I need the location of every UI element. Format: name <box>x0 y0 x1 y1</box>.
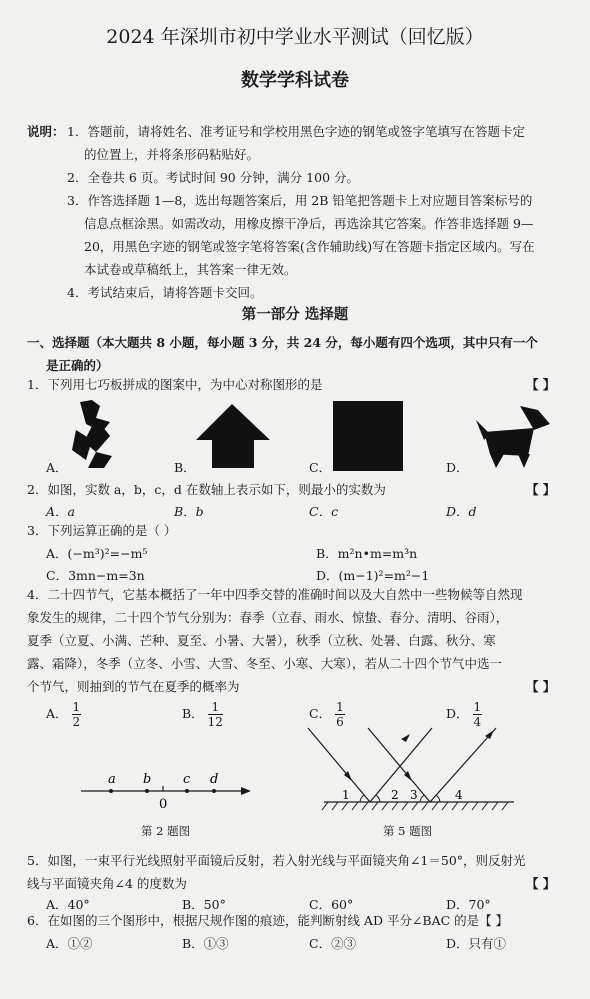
numerator: 1 <box>72 700 81 714</box>
q3-option-b[interactable]: B．m²n•m=m³n <box>316 546 418 561</box>
tangram-dog <box>476 406 550 468</box>
q1-tangram-figures <box>0 396 590 476</box>
numerator: 1 <box>473 700 482 714</box>
q6-option-d[interactable]: D．只有① <box>446 936 507 951</box>
q6-option-c[interactable]: C．②③ <box>309 936 357 951</box>
instruction-line: 4．考试结束后，请将答题卡交回。 <box>67 285 263 300</box>
part-heading: 第一部分 选择题 <box>241 306 349 323</box>
question-4-line: 4．二十四节气，它基本概括了一年中四季交替的准确时间以及大自然中一些物候等自然现 <box>27 587 523 602</box>
q6-option-a[interactable]: A．①② <box>46 936 93 951</box>
instruction-line: 3．作答选择题 1—8，选出每题答案后，用 2B 铅笔把答题卡上对应题目答案标号的 <box>67 193 533 208</box>
page-title: 2024 年深圳市初中学业水平测试（回忆版） <box>106 26 484 48</box>
mirror-reflection-figure <box>300 724 520 816</box>
q2-option-b[interactable]: B．b <box>174 504 204 519</box>
number-line-figure <box>75 760 265 820</box>
label-a: a <box>108 772 116 787</box>
tangram-rabbit <box>72 400 112 468</box>
q2-option-d[interactable]: D．d <box>446 504 477 519</box>
question-2-text: 2．如图，实数 a，b，c，d 在数轴上表示如下，则最小的实数为 <box>27 482 386 497</box>
q4-option-a[interactable] <box>46 700 81 729</box>
numerator: 1 <box>208 700 223 715</box>
q4-option-b[interactable] <box>182 700 223 729</box>
figure-2-caption: 第 2 题图 <box>141 824 191 838</box>
answer-bracket: 【 】 <box>526 679 556 694</box>
q3-option-c[interactable]: C．3mn−m=3n <box>46 568 145 583</box>
q1-option-c[interactable]: C． <box>309 460 332 475</box>
mirror-hatching <box>322 802 508 810</box>
question-3-text: 3．下列运算正确的是（ ） <box>27 523 177 538</box>
tangram-square <box>333 401 403 471</box>
denominator: 6 <box>336 715 344 729</box>
fraction <box>208 700 223 729</box>
instruction-line: 本试卷或草稿纸上，其答案一律无效。 <box>84 262 297 277</box>
label-zero: 0 <box>159 797 168 812</box>
q2-option-a[interactable]: A．a <box>46 504 75 519</box>
label-b: b <box>143 772 152 787</box>
question-4-line: 象发生的规律，二十四个节气分别为：春季（立春、雨水、惊蛰、春分、清明、谷雨）， <box>27 610 509 625</box>
page-subtitle: 数学学科试卷 <box>241 70 349 91</box>
option-label: C． <box>309 706 332 721</box>
instruction-line: 的位置上，并将条形码粘贴好。 <box>84 147 260 162</box>
q5-option-a[interactable]: A．40° <box>46 897 90 912</box>
question-1-text: 1．下列用七巧板拼成的图案中，为中心对称图形的是 <box>27 377 323 392</box>
question-6-text: 6．在如图的三个图形中，根据尺规作图的痕迹，能判断射线 AD 平分∠BAC 的是【 】 <box>27 913 509 928</box>
instruction-line: 2．全卷共 6 页。考试时间 90 分钟，满分 100 分。 <box>67 170 360 185</box>
answer-bracket: 【 】 <box>526 876 556 891</box>
instruction-line: 信息点框涂黑。如需改动，用橡皮擦干净后，再选涂其它答案。作答非选择题 9— <box>84 216 534 231</box>
instructions-label: 说明： <box>27 124 65 139</box>
question-5-line: 5．如图，一束平行光线照射平面镜后反射，若入射光线与平面镜夹角∠1＝50°，则反射光 <box>27 853 526 868</box>
angle-3-label: 3 <box>410 788 418 802</box>
q1-option-b[interactable]: B． <box>174 460 196 475</box>
question-4-line: 夏季（立夏、小满、芒种、夏至、小暑、大暑），秋季（立秋、处暑、白露、秋分、寒 <box>27 633 496 648</box>
label-d: d <box>210 772 219 787</box>
answer-bracket: 【 】 <box>526 482 556 497</box>
option-label: B． <box>182 706 204 721</box>
tangram-arrow <box>196 404 270 468</box>
fraction <box>72 700 82 729</box>
instruction-line: 20，用黑色字迹的钢笔或签字笔将答案(含作辅助线)写在答题卡指定区域内。写在 <box>84 239 535 254</box>
question-4-line: 个节气，则抽到的节气在夏季的概率为 <box>27 679 240 694</box>
question-5-line: 线与平面镜夹角∠4 的度数为 <box>27 876 187 891</box>
q3-option-a[interactable]: A．(−m³)²=−m⁵ <box>46 546 148 561</box>
section-heading-cont: 是正确的） <box>46 358 109 373</box>
angle-4-label: 4 <box>455 788 463 802</box>
answer-bracket: 【 】 <box>526 377 556 392</box>
denominator: 12 <box>207 715 223 729</box>
label-c: c <box>183 772 191 787</box>
numerator: 1 <box>336 700 344 714</box>
q2-option-c[interactable]: C．c <box>309 504 339 519</box>
option-label: D． <box>446 706 469 721</box>
question-4-line: 露、霜降），冬季（立冬、小雪、大雪、冬至、小寒、大寒），若从二十四个节气中选一 <box>27 656 503 671</box>
angle-2-label: 2 <box>391 788 399 802</box>
denominator: 2 <box>72 715 81 729</box>
q6-option-b[interactable]: B．①③ <box>182 936 229 951</box>
angle-1-label: 1 <box>342 788 350 802</box>
q1-option-a[interactable]: A． <box>46 460 68 475</box>
q3-option-d[interactable]: D．(m−1)²=m²−1 <box>316 568 430 583</box>
q1-option-d[interactable]: D． <box>446 460 469 475</box>
q5-option-c[interactable]: C．60° <box>309 897 354 912</box>
section-heading: 一、选择题（本大题共 8 小题，每小题 3 分，共 24 分，每小题有四个选项，其中只有一个 <box>27 335 538 350</box>
instruction-line: 1．答题前，请将姓名、准考证号和学校用黑色字迹的钢笔或签字笔填写在答题卡定 <box>67 124 525 139</box>
q5-option-d[interactable]: D．70° <box>446 897 491 912</box>
option-label: A． <box>46 706 68 721</box>
figure-5-caption: 第 5 题图 <box>383 824 433 838</box>
q5-option-b[interactable]: B．50° <box>182 897 226 912</box>
denominator: 4 <box>473 715 482 729</box>
